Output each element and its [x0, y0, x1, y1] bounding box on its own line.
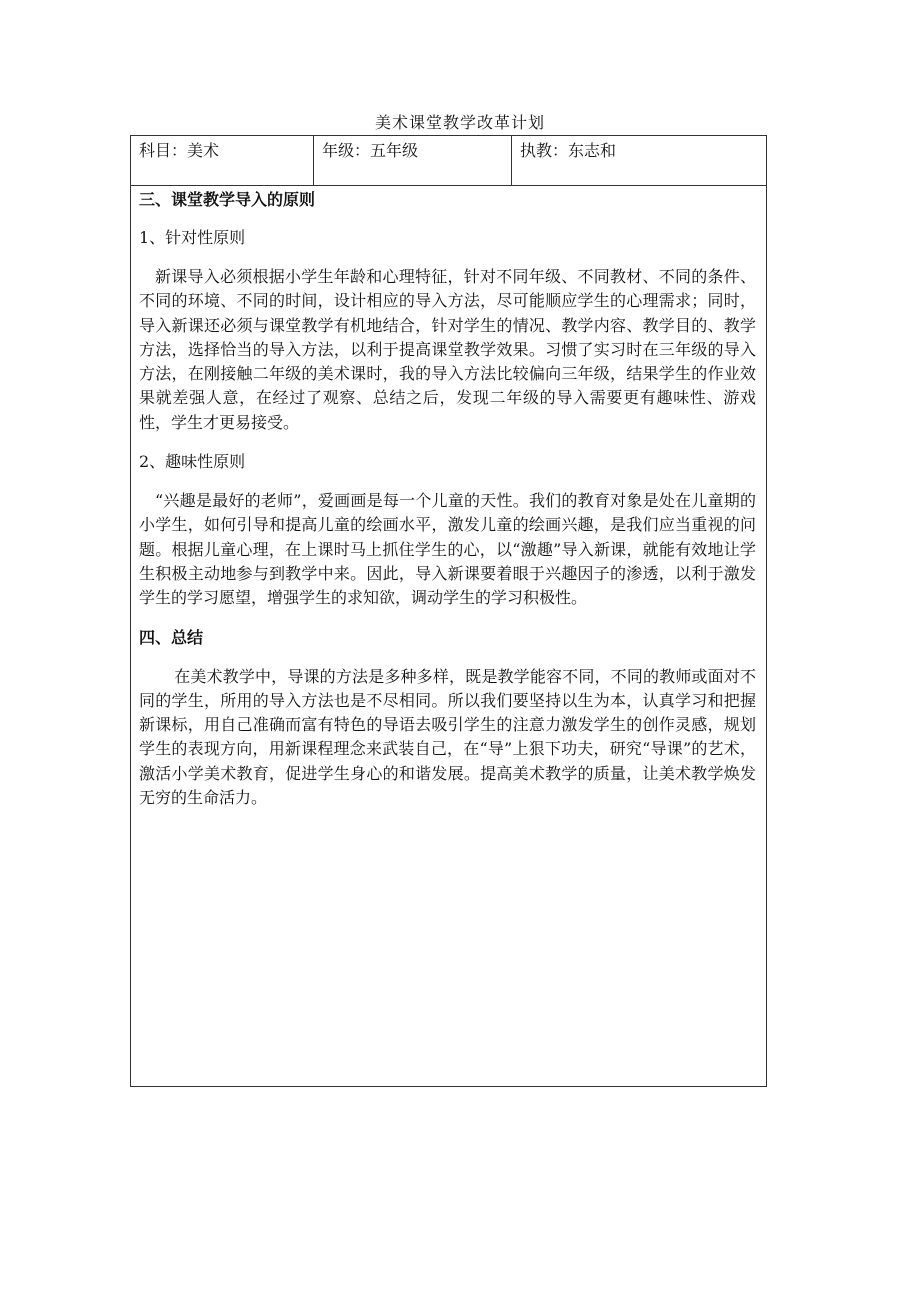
document-title: 美术课堂教学改革计划	[374, 113, 545, 132]
grade-cell: 年级：五年级	[314, 136, 512, 185]
content-cell	[131, 186, 766, 810]
principles-heading: 三、课堂教学导入的原则	[139, 190, 316, 209]
subject-cell: 科目：美术	[131, 136, 314, 185]
principle1-paragraph: 新课导入必须根据小学生年龄和心理特征，针对不同年级、不同教材、不同的条件、不同的环境、不同的时间，设计相应的导入方法，尽可能顺应学生的心理需求；同时，导入新课还必须与课堂教学有机地结合，针对学生的情况、教学内容、教学目的、教学方法，选择恰当的导入方法，以利于提高课堂教学效果。习惯了实习时在三年级的导入方法，在刚接触二年级的美术课时，我的导入方法比较偏向三年级，结果学生的作业效果就差强人意，在经过了观察、总结之后，发现二年级的导入需要更有趣味性、游戏性，学生才更易接受。	[139, 267, 756, 432]
summary-paragraph: 在美术教学中，导课的方法是多种多样，既是教学能容不同，不同的教师或面对不同的学生，所用的导入方法也是不尽相同。所以我们要坚持以生为本，认真学习和把握新课标，用自己准确而富有特色的导语去吸引学生的注意力激发学生的创作灵感，规划学生的表现方向，用新课程理念来武装自己，在“导”上狠下功夫，研究“导课”的艺术，激活小学美术教育，促进学生身心的和谐发展。提高美术教学的质量，让美术教学焕发无穷的生命活力。	[139, 666, 756, 808]
teacher-cell: 执教：东志和	[520, 141, 617, 160]
principle1-title: 1、针对性原则	[139, 228, 246, 247]
principle2-title: 2、趣味性原则	[139, 452, 246, 472]
summary-heading: 四、总结	[139, 627, 204, 647]
lesson-plan-table	[130, 135, 767, 1087]
principle2-paragraph: “兴趣是最好的老师”，爱画画是每一个儿童的天性。我们的教育对象是处在儿童期的小学生，如何引导和提高儿童的绘画水平，激发儿童的绘画兴趣，是我们应当重视的问题。根据儿童心理，在上课时马上抓住学生的心，以“激趣”导入新课，就能有效地让学生积极主动地参与到教学中来。因此，导入新课要着眼于兴趣因子的渗透，以利于激发学生的学习愿望，增强学生的求知欲，调动学生的学习积极性。	[139, 491, 756, 608]
table-header-row	[131, 136, 766, 186]
